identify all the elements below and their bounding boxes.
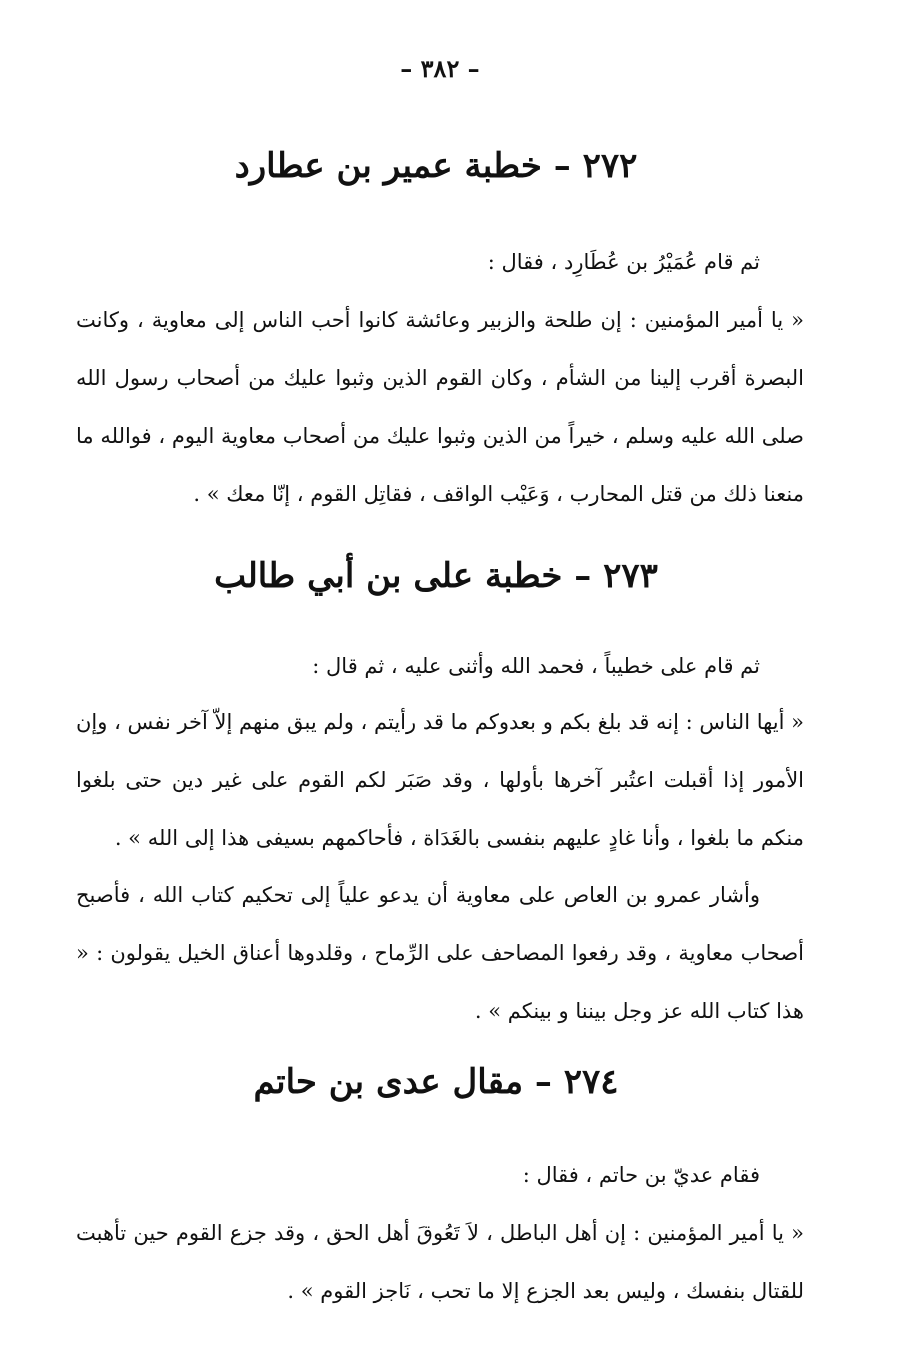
section-intro-273: ثم قام على خطيباً ، فحمد الله وأثنى عليه ، ثم قال : xyxy=(312,654,760,678)
section-speech-273: « أيها الناس : إنه قد بلغ بكم و بعدوكم ما قد رأيتم ، ولم يبق منهم إلاّ آخر نفس ، وإن الأمور إذا أقبلت اعتُبر آخرها بأولها ، وقد صَبَر لكم القوم على غير دين حتى بلغوا منكم ما بلغوا ، وأنا غادٍ عليهم بنفسى بالغَدَاة ، فأحاكمهم بسيفى هذا إلى الله » . xyxy=(76,710,804,850)
section-intro-274: فقام عديّ بن حاتم ، فقال : xyxy=(522,1163,760,1187)
page-number: – ٣٨٢ – xyxy=(400,54,480,83)
section-heading-272: ٢٧٢ – خطبة عمير بن عطارد xyxy=(234,146,638,186)
section-speech-272: « يا أمير المؤمنين : إن طلحة والزبير وعائشة كانوا أحب الناس إلى معاوية ، وكانت البصرة أقرب إلينا من الشأم ، وكان القوم الذين وثبوا عليك من أصحاب رسول الله صلى الله عليه وسلم ، خيراً من الذين وثبوا عليك من أصحاب معاوية اليوم ، فوالله ما منعنا ذلك من قتل المحارب ، وَعَيْب الواقف ، فقاتِل القوم ، إنّا معك » . xyxy=(76,308,804,506)
section-speech-274: « يا أمير المؤمنين : إن أهل الباطل ، لاَ تَعُوقَ أهل الحق ، وقد جزع القوم حين تأهبت للقتال بنفسك ، وليس بعد الجزع إلا ما تحب ، نَاجز القوم » . xyxy=(76,1221,804,1303)
section-heading-274: ٢٧٤ – مقال عدى بن حاتم xyxy=(253,1062,619,1102)
section-heading-273: ٢٧٣ – خطبة على بن أبي طالب xyxy=(214,556,658,596)
section-intro-272: ثم قام عُمَيْرُ بن عُطَارِد ، فقال : xyxy=(487,250,760,274)
section-narration-273: وأشار عمرو بن العاص على معاوية أن يدعو علياً إلى تحكيم كتاب الله ، فأصبح أصحاب معاوية ، وقد رفعوا المصاحف على الرِّماح ، وقلدوها أعناق الخيل يقولون : « هذا كتاب الله عز وجل بيننا و بينكم » . xyxy=(76,883,804,1023)
